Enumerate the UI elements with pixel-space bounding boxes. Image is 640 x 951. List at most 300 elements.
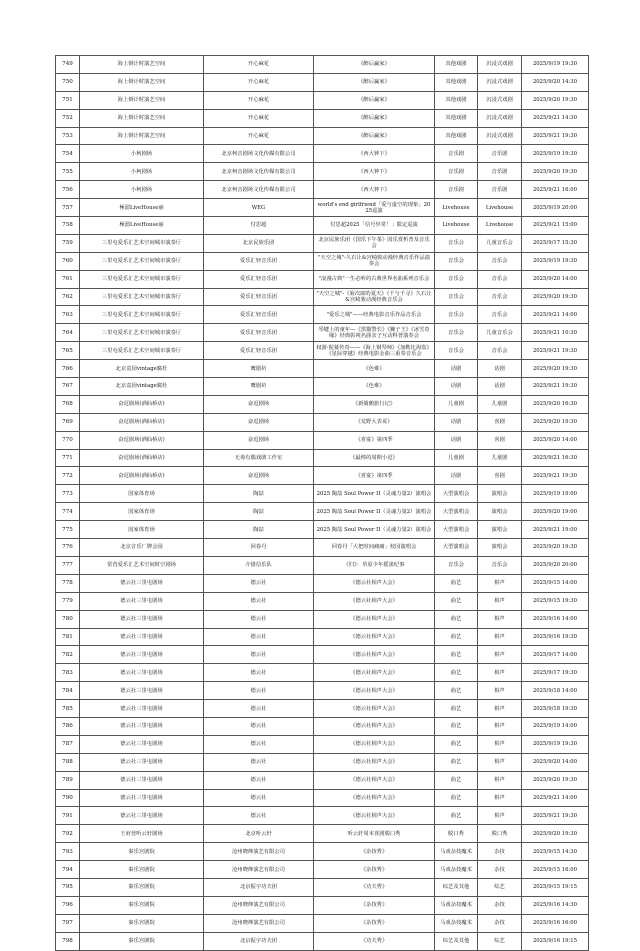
category-cell: 曲艺 <box>435 574 478 592</box>
venue-cell: 三里屯爱乐汇艺术空间城市演奏厅 <box>80 252 204 270</box>
show-type-cell: 相声 <box>478 610 522 628</box>
table-row <box>56 56 589 74</box>
table-body <box>56 56 589 951</box>
show-type-cell: 杂技 <box>478 914 522 932</box>
show-type-cell: 杂技 <box>478 896 522 914</box>
show-title-cell: 《德云社相声大会》 <box>314 682 435 700</box>
organizer-cell: 德云社 <box>204 771 314 789</box>
show-type-cell: 相声 <box>478 700 522 718</box>
show-type-cell: 演唱会 <box>478 539 522 557</box>
show-type-cell: 杂技 <box>478 861 522 879</box>
venue-cell: 德云社三里屯剧场 <box>80 735 204 753</box>
show-title-cell: 《德云社相声大会》 <box>314 646 435 664</box>
showtime-cell: 2025/9/16 14:30 <box>522 896 589 914</box>
organizer-cell: 奋逗剧场 <box>204 467 314 485</box>
venue-cell: 三里屯爱乐汇艺术空间城市演奏厅 <box>80 288 204 306</box>
show-title-cell: 《德云社相声大会》 <box>314 664 435 682</box>
show-type-cell: 音乐剧 <box>478 181 522 199</box>
table-row <box>56 181 589 199</box>
venue-cell: 王府营听云轩剧场 <box>80 825 204 843</box>
show-title-cell: 付思超2025「信号异常！」限定巡演 <box>314 217 435 235</box>
show-type-cell: 音乐会 <box>478 306 522 324</box>
venue-cell: 三里屯爱乐汇艺术空间城市演奏厅 <box>80 324 204 342</box>
venue-cell: 三里屯爱乐汇艺术空间城市演奏厅 <box>80 306 204 324</box>
venue-cell: 国家体育场 <box>80 485 204 503</box>
row-number: 796 <box>56 896 80 914</box>
show-type-cell: 相声 <box>478 646 522 664</box>
row-number: 778 <box>56 574 80 592</box>
table-row <box>56 735 589 753</box>
venue-cell: 三里屯爱乐汇艺术空间城市演奏厅 <box>80 270 204 288</box>
category-cell: 脱口秀 <box>435 825 478 843</box>
showtime-cell: 2025/9/20 19:30 <box>522 413 589 431</box>
category-cell: 儿童剧 <box>435 449 478 467</box>
category-cell: 马戏杂技魔术 <box>435 843 478 861</box>
category-cell: 其他戏剧 <box>435 91 478 109</box>
organizer-cell: 北京听云轩 <box>204 825 314 843</box>
show-title-cell: 《杂技秀》 <box>314 843 435 861</box>
show-title-cell: 《德云社相声大会》 <box>314 574 435 592</box>
table-row <box>56 127 589 145</box>
showtime-cell: 2025/9/21 14:30 <box>522 109 589 127</box>
showtime-cell: 2025/9/21 10:30 <box>522 324 589 342</box>
organizer-cell: 陶喆 <box>204 521 314 539</box>
show-title-cell: 北京民族乐团《国乐下午茶》国乐赏析普及音乐会 <box>314 234 435 252</box>
show-title-cell: 听云轩周末喜剧脱口秀 <box>314 825 435 843</box>
organizer-cell: 沧州晓烽演艺有限公司 <box>204 861 314 879</box>
showtime-cell: 2025/9/19 19:30 <box>522 735 589 753</box>
venue-cell: 德云社三里屯剧场 <box>80 628 204 646</box>
showtime-cell: 2025/9/15 14:30 <box>522 843 589 861</box>
organizer-cell: 德云社 <box>204 592 314 610</box>
showtime-cell: 2025/9/17 19:30 <box>522 664 589 682</box>
row-number: 776 <box>56 539 80 557</box>
show-title-cell: 《德云社相声大会》 <box>314 610 435 628</box>
category-cell: 曲艺 <box>435 646 478 664</box>
table-row <box>56 753 589 771</box>
venue-cell: 国家体育场 <box>80 521 204 539</box>
showtime-cell: 2025/9/20 19:30 <box>522 825 589 843</box>
organizer-cell: 德云社 <box>204 610 314 628</box>
show-type-cell: 儿童剧 <box>478 449 522 467</box>
show-type-cell: 音乐剧 <box>478 145 522 163</box>
row-number: 784 <box>56 682 80 700</box>
show-type-cell: Livehouse <box>478 217 522 235</box>
category-cell: Livehouse <box>435 199 478 217</box>
show-title-cell: 《西大钟下》 <box>314 181 435 199</box>
show-type-cell: 相声 <box>478 771 522 789</box>
show-title-cell: 《醉后赢家》 <box>314 127 435 145</box>
show-type-cell: 音乐会 <box>478 342 522 360</box>
show-type-cell: 话剧 <box>478 378 522 396</box>
show-title-cell: 《德云社相声大会》 <box>314 628 435 646</box>
table-row <box>56 324 589 342</box>
showtime-cell: 2025/9/20 14:30 <box>522 73 589 91</box>
row-number: 756 <box>56 181 80 199</box>
row-number: 759 <box>56 234 80 252</box>
category-cell: 综艺及其他 <box>435 878 478 896</box>
venue-cell: 德云社三里屯剧场 <box>80 717 204 735</box>
organizer-cell: 奋逗剧场 <box>204 395 314 413</box>
organizer-cell: 德云社 <box>204 646 314 664</box>
table-row <box>56 342 589 360</box>
row-number: 772 <box>56 467 80 485</box>
showtime-cell: 2025/9/21 19:00 <box>522 521 589 539</box>
table-row <box>56 467 589 485</box>
row-number: 769 <box>56 413 80 431</box>
show-type-cell: 沉浸式戏剧 <box>478 56 522 74</box>
organizer-cell: 陶喆 <box>204 485 314 503</box>
showtime-cell: 2025/9/15 19:15 <box>522 878 589 896</box>
show-title-cell: 《德云社相声大会》 <box>314 717 435 735</box>
showtime-cell: 2025/9/19 20:00 <box>522 199 589 217</box>
table-row <box>56 378 589 396</box>
table-row <box>56 413 589 431</box>
table-row <box>56 306 589 324</box>
category-cell: 话剧 <box>435 467 478 485</box>
showtime-cell: 2025/9/20 16:30 <box>522 395 589 413</box>
venue-cell: 德云社三里屯剧场 <box>80 682 204 700</box>
show-type-cell: Livehouse <box>478 199 522 217</box>
show-title-cell: "浪漫古典"一生必听的古典世界名曲系列音乐会 <box>314 270 435 288</box>
category-cell: 马戏杂技魔术 <box>435 861 478 879</box>
organizer-cell: 开心麻花 <box>204 73 314 91</box>
venue-cell: 秦乐宫剧院 <box>80 878 204 896</box>
showtime-cell: 2025/9/21 16:00 <box>522 181 589 199</box>
venue-cell: 德云社三里屯剧场 <box>80 610 204 628</box>
table-row <box>56 628 589 646</box>
category-cell: 话剧 <box>435 378 478 396</box>
showtime-cell: 2025/9/18 14:00 <box>522 682 589 700</box>
showtime-cell: 2025/9/20 19:30 <box>522 539 589 557</box>
show-type-cell: 脱口秀 <box>478 825 522 843</box>
venue-cell: 秦乐宫剧院 <box>80 861 204 879</box>
organizer-cell: 回春丹 <box>204 539 314 557</box>
table-row <box>56 592 589 610</box>
venue-cell: 奋逗剧场(酒仙桥店) <box>80 467 204 485</box>
show-title-cell: 《西大钟下》 <box>314 145 435 163</box>
row-number: 791 <box>56 807 80 825</box>
category-cell: 马戏杂技魔术 <box>435 896 478 914</box>
venue-cell: 秦乐宫剧院 <box>80 896 204 914</box>
showtime-cell: 2025/9/15 14:00 <box>522 574 589 592</box>
table-row <box>56 807 589 825</box>
organizer-cell: 北京民族乐团 <box>204 234 314 252</box>
category-cell: 其他戏剧 <box>435 56 478 74</box>
showtime-cell: 2025/9/16 19:15 <box>522 932 589 950</box>
organizer-cell: 奋逗剧场 <box>204 431 314 449</box>
table-row <box>56 91 589 109</box>
show-title-cell: world's end girlfriend「爱与虚空的现象」2025巡演 <box>314 199 435 217</box>
show-type-cell: 沉浸式戏剧 <box>478 91 522 109</box>
show-title-cell: 《德云社相声大会》 <box>314 807 435 825</box>
category-cell: 大型演唱会 <box>435 521 478 539</box>
showtime-cell: 2025/9/20 19:30 <box>522 288 589 306</box>
organizer-cell: 北京柯音剧场文化传媒有限公司 <box>204 145 314 163</box>
row-number: 774 <box>56 503 80 521</box>
row-number: 790 <box>56 789 80 807</box>
showtime-cell: 2025/9/18 19:30 <box>522 700 589 718</box>
showtime-cell: 2025/9/21 16:30 <box>522 449 589 467</box>
category-cell: 曲艺 <box>435 753 478 771</box>
show-type-cell: 杂技 <box>478 843 522 861</box>
organizer-cell: 北京柯音剧场文化传媒有限公司 <box>204 163 314 181</box>
showtime-cell: 2025/9/19 19:30 <box>522 56 589 74</box>
showtime-cell: 2025/9/19 19:30 <box>522 145 589 163</box>
category-cell: 音乐会 <box>435 288 478 306</box>
row-number: 762 <box>56 288 80 306</box>
organizer-cell: 北京柯音剧场文化传媒有限公司 <box>204 181 314 199</box>
showtime-cell: 2025/9/16 16:00 <box>522 914 589 932</box>
venue-cell: 德云社三里屯剧场 <box>80 771 204 789</box>
organizer-cell: 德云社 <box>204 735 314 753</box>
show-type-cell: 音乐会 <box>478 556 522 574</box>
table-row <box>56 843 589 861</box>
show-type-cell: 相声 <box>478 735 522 753</box>
row-number: 789 <box>56 771 80 789</box>
show-title-cell: 琴键上的童年—《黑猫警长》《狮子王》《冰雪奇缘》经典影视名曲亲子互动科普演奏会 <box>314 324 435 342</box>
show-title-cell: 权游·猩幕传奇——《海上钢琴师》《加勒比海盗》《星际穿越》经典电影金曲三重奏音乐会 <box>314 342 435 360</box>
organizer-cell: 爱乐汇轻音乐团 <box>204 342 314 360</box>
row-number: 750 <box>56 73 80 91</box>
category-cell: 音乐会 <box>435 342 478 360</box>
category-cell: 音乐剧 <box>435 181 478 199</box>
table-row <box>56 431 589 449</box>
venue-cell: 奋逗剧场(酒仙桥店) <box>80 413 204 431</box>
venue-cell: 国家体育场 <box>80 503 204 521</box>
show-type-cell: 演唱会 <box>478 521 522 539</box>
category-cell: 音乐会 <box>435 270 478 288</box>
show-type-cell: 音乐会 <box>478 288 522 306</box>
venue-cell: 秦乐宫剧院 <box>80 932 204 950</box>
row-number: 749 <box>56 56 80 74</box>
show-title-cell: 《喜宴》第四季 <box>314 467 435 485</box>
row-number: 782 <box>56 646 80 664</box>
row-number: 797 <box>56 914 80 932</box>
show-type-cell: 相声 <box>478 753 522 771</box>
venue-cell: 秦乐宫剧院 <box>80 843 204 861</box>
show-type-cell: 沉浸式戏剧 <box>478 73 522 91</box>
organizer-cell: 德云社 <box>204 700 314 718</box>
show-title-cell: 《杂技秀》 <box>314 914 435 932</box>
row-number: 757 <box>56 199 80 217</box>
organizer-cell: 开心麻花 <box>204 109 314 127</box>
showtime-cell: 2025/9/21 19:30 <box>522 467 589 485</box>
row-number: 773 <box>56 485 80 503</box>
venue-cell: 海上倒计时演艺空间 <box>80 56 204 74</box>
show-title-cell: 《功夫秀》 <box>314 878 435 896</box>
show-type-cell: 相声 <box>478 628 522 646</box>
organizer-cell: 德云社 <box>204 807 314 825</box>
showtime-cell: 2025/9/16 19:30 <box>522 628 589 646</box>
table-row <box>56 360 589 378</box>
show-type-cell: 综艺 <box>478 878 522 896</box>
show-type-cell: 喜剧 <box>478 431 522 449</box>
table-row <box>56 556 589 574</box>
row-number: 751 <box>56 91 80 109</box>
category-cell: 话剧 <box>435 413 478 431</box>
row-number: 760 <box>56 252 80 270</box>
organizer-cell: 爱乐汇轻音乐团 <box>204 252 314 270</box>
row-number: 755 <box>56 163 80 181</box>
category-cell: 大型演唱会 <box>435 503 478 521</box>
row-number: 770 <box>56 431 80 449</box>
row-number: 785 <box>56 700 80 718</box>
venue-cell: 極溜LiveHouse丽 <box>80 199 204 217</box>
venue-cell: 德云社三里屯剧场 <box>80 789 204 807</box>
show-title-cell: 《醉后赢家》 <box>314 91 435 109</box>
performance-schedule-table <box>55 55 589 951</box>
table-row <box>56 789 589 807</box>
organizer-cell: 陶喆 <box>204 503 314 521</box>
show-title-cell: 《德云社相声大会》 <box>314 735 435 753</box>
row-number: 763 <box>56 306 80 324</box>
venue-cell: 奋逗剧场(酒仙桥店) <box>80 395 204 413</box>
venue-cell: 北京袁园vintage腐杜 <box>80 378 204 396</box>
row-number: 761 <box>56 270 80 288</box>
category-cell: Livehouse <box>435 217 478 235</box>
category-cell: 曲艺 <box>435 664 478 682</box>
show-title-cell: 《色难》 <box>314 378 435 396</box>
table-row <box>56 449 589 467</box>
venue-cell: 德云社三里屯剧场 <box>80 646 204 664</box>
show-title-cell: 《杂技秀》 <box>314 896 435 914</box>
venue-cell: 德云社三里屯剧场 <box>80 592 204 610</box>
showtime-cell: 2025/9/17 14:00 <box>522 646 589 664</box>
organizer-cell: 爱乐汇轻音乐团 <box>204 306 314 324</box>
show-type-cell: 音乐会 <box>478 252 522 270</box>
category-cell: 音乐会 <box>435 324 478 342</box>
table-row <box>56 932 589 950</box>
category-cell: 其他戏剧 <box>435 109 478 127</box>
organizer-cell: 德云社 <box>204 574 314 592</box>
organizer-cell: 德云社 <box>204 664 314 682</box>
venue-cell: 三里屯爱乐汇艺术空间城市演奏厅 <box>80 342 204 360</box>
category-cell: 其他戏剧 <box>435 73 478 91</box>
show-title-cell: 《荒野大表哥》 <box>314 413 435 431</box>
row-number: 771 <box>56 449 80 467</box>
table-row <box>56 163 589 181</box>
row-number: 798 <box>56 932 80 950</box>
showtime-cell: 2025/9/21 14:00 <box>522 306 589 324</box>
show-type-cell: 儿童剧 <box>478 395 522 413</box>
show-title-cell: 《归》：草原少年摇滚纪事 <box>314 556 435 574</box>
show-type-cell: 相声 <box>478 807 522 825</box>
venue-cell: 小柯剧场 <box>80 163 204 181</box>
show-type-cell: 喜剧 <box>478 467 522 485</box>
organizer-cell: 爱乐汇轻音乐团 <box>204 288 314 306</box>
category-cell: 音乐剧 <box>435 145 478 163</box>
show-title-cell: 《德云社相声大会》 <box>314 700 435 718</box>
show-title-cell: 《德云社相声大会》 <box>314 789 435 807</box>
organizer-cell: 奋逗剧场 <box>204 413 314 431</box>
showtime-cell: 2025/9/20 19:30 <box>522 360 589 378</box>
showtime-cell: 2025/9/20 19:30 <box>522 771 589 789</box>
table-row <box>56 73 589 91</box>
show-title-cell: 《色难》 <box>314 360 435 378</box>
row-number: 786 <box>56 717 80 735</box>
category-cell: 曲艺 <box>435 771 478 789</box>
venue-cell: 小柯剧场 <box>80 145 204 163</box>
table-row <box>56 914 589 932</box>
showtime-cell: 2025/9/21 19:30 <box>522 342 589 360</box>
show-title-cell: 《醉后赢家》 <box>314 109 435 127</box>
category-cell: 曲艺 <box>435 700 478 718</box>
table-row <box>56 878 589 896</box>
showtime-cell: 2025/9/20 14:00 <box>522 753 589 771</box>
table-row <box>56 252 589 270</box>
show-type-cell: 相声 <box>478 664 522 682</box>
venue-cell: 三里屯爱乐汇艺术空间城市演奏厅 <box>80 234 204 252</box>
show-title-cell: "爱乐之城"——经典电影音乐作品音乐会 <box>314 306 435 324</box>
showtime-cell: 2025/9/17 15:30 <box>522 234 589 252</box>
category-cell: 综艺及其他 <box>435 932 478 950</box>
show-type-cell: 音乐会 <box>478 270 522 288</box>
category-cell: 曲艺 <box>435 735 478 753</box>
show-type-cell: 话剧 <box>478 360 522 378</box>
category-cell: 儿童剧 <box>435 395 478 413</box>
row-number: 781 <box>56 628 80 646</box>
table-row <box>56 700 589 718</box>
organizer-cell: 沧州晓烽演艺有限公司 <box>204 896 314 914</box>
organizer-cell: 介错信乐队 <box>204 556 314 574</box>
showtime-cell: 2025/9/20 20:00 <box>522 556 589 574</box>
organizer-cell: WEG <box>204 199 314 217</box>
category-cell: 其他戏剧 <box>435 127 478 145</box>
show-title-cell: 《最棒的周期小逗》 <box>314 449 435 467</box>
organizer-cell: 爱乐汇轻音乐团 <box>204 270 314 288</box>
row-number: 793 <box>56 843 80 861</box>
row-number: 795 <box>56 878 80 896</box>
organizer-cell: 鹰剧坊 <box>204 378 314 396</box>
organizer-cell: 开心麻花 <box>204 91 314 109</box>
table-row <box>56 610 589 628</box>
show-type-cell: 相声 <box>478 592 522 610</box>
category-cell: 曲艺 <box>435 628 478 646</box>
row-number: 787 <box>56 735 80 753</box>
organizer-cell: 德云社 <box>204 789 314 807</box>
table-row <box>56 574 589 592</box>
showtime-cell: 2025/9/20 19:30 <box>522 91 589 109</box>
venue-cell: 德云社三里屯剧场 <box>80 753 204 771</box>
row-number: 783 <box>56 664 80 682</box>
category-cell: 音乐会 <box>435 234 478 252</box>
show-type-cell: 相声 <box>478 789 522 807</box>
showtime-cell: 2025/9/20 14:00 <box>522 270 589 288</box>
showtime-cell: 2025/9/21 19:30 <box>522 127 589 145</box>
show-type-cell: 相声 <box>478 574 522 592</box>
table-row <box>56 503 589 521</box>
row-number: 765 <box>56 342 80 360</box>
show-type-cell: 演唱会 <box>478 503 522 521</box>
show-title-cell: 《醉后赢家》 <box>314 56 435 74</box>
show-title-cell: 《西大钟下》 <box>314 163 435 181</box>
show-type-cell: 儿童音乐会 <box>478 324 522 342</box>
table-row <box>56 109 589 127</box>
table-row <box>56 145 589 163</box>
showtime-cell: 2025/9/15 19:30 <box>522 592 589 610</box>
table-row <box>56 682 589 700</box>
venue-cell: 德云社三里屯剧场 <box>80 807 204 825</box>
venue-cell: 德云社三里屯剧场 <box>80 700 204 718</box>
category-cell: 音乐会 <box>435 252 478 270</box>
table-row <box>56 288 589 306</box>
row-number: 768 <box>56 395 80 413</box>
category-cell: 曲艺 <box>435 682 478 700</box>
category-cell: 马戏杂技魔术 <box>435 914 478 932</box>
category-cell: 曲艺 <box>435 592 478 610</box>
category-cell: 音乐剧 <box>435 163 478 181</box>
